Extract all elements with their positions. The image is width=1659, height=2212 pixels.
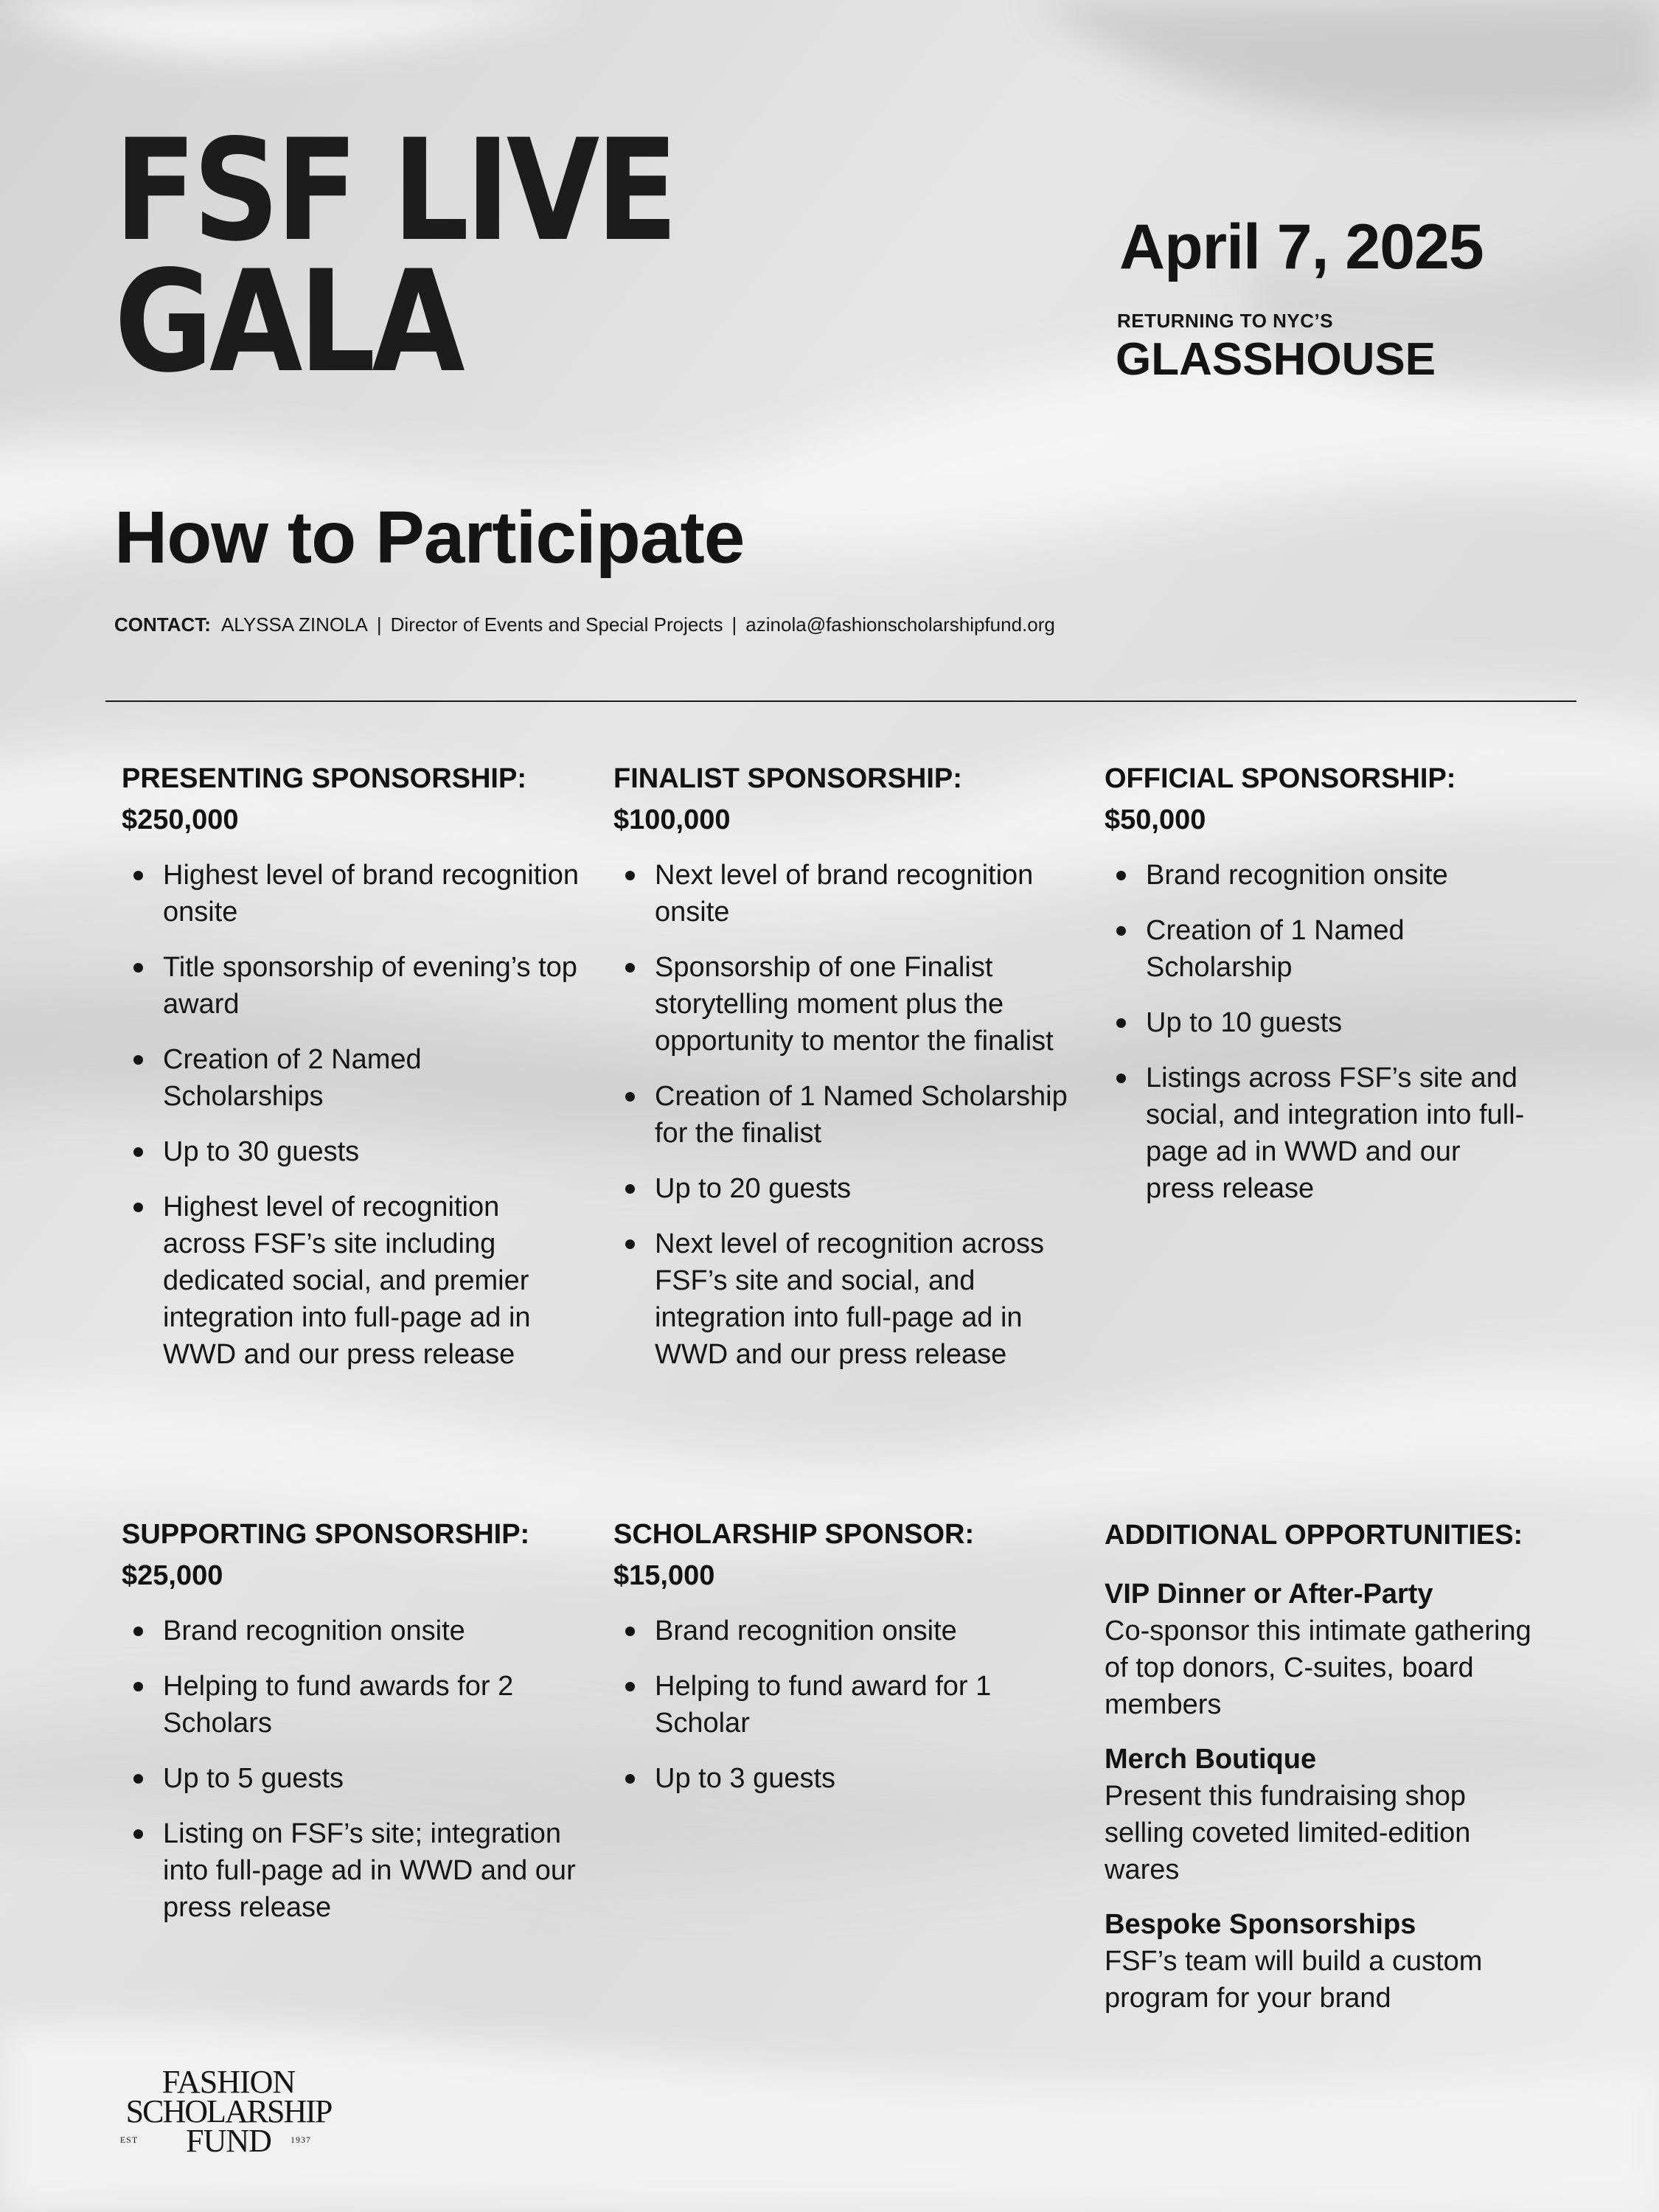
benefit-item: Brand recognition onsite bbox=[613, 1613, 1071, 1649]
additional-opportunities bbox=[1105, 1514, 1532, 2034]
svg-text:1937: 1937 bbox=[291, 2135, 311, 2145]
benefit-item: Highest level of recognition across FSF’s site including dedicated social, and premier integration into full-page ad in WWD and our press release bbox=[122, 1189, 579, 1373]
benefit-item: Helping to fund awards for 2 Scholars bbox=[122, 1668, 579, 1742]
event-date: April 7, 2025 bbox=[1119, 212, 1484, 282]
tier-name: SUPPORTING SPONSORSHIP: bbox=[122, 1519, 530, 1550]
svg-text:FUND: FUND bbox=[186, 2123, 271, 2159]
benefit-item: Helping to fund award for 1 Scholar bbox=[613, 1668, 1071, 1742]
opportunity-desc: FSF’s team will build a custom program for your brand bbox=[1105, 1946, 1483, 2014]
svg-text:SCHOLARSHIP: SCHOLARSHIP bbox=[125, 2093, 332, 2129]
tier-finalist bbox=[613, 758, 1071, 1391]
tier-name: FINALIST SPONSORSHIP: bbox=[613, 763, 962, 794]
benefit-item: Up to 30 guests bbox=[122, 1133, 579, 1170]
venue-subtitle: RETURNING TO NYC’S bbox=[1117, 310, 1334, 332]
opportunity-desc: Present this fundraising shop selling coveted limited-edition wares bbox=[1105, 1781, 1471, 1885]
benefit-item: Up to 5 guests bbox=[122, 1760, 579, 1797]
contact-role: Director of Events and Special Projects bbox=[390, 613, 723, 636]
benefit-item: Brand recognition onsite bbox=[1105, 857, 1532, 894]
venue-name: GLASSHOUSE bbox=[1116, 334, 1436, 385]
additional-heading: ADDITIONAL OPPORTUNITIES: bbox=[1105, 1520, 1523, 1551]
tier-price: $15,000 bbox=[613, 1560, 715, 1591]
contact-separator: | bbox=[731, 613, 737, 636]
tier-name: SCHOLARSHIP SPONSOR: bbox=[613, 1519, 975, 1550]
benefit-list bbox=[613, 857, 1071, 1373]
benefit-item: Listing on FSF’s site; integration into full-page ad in WWD and our press release bbox=[122, 1815, 579, 1926]
opportunity-name: VIP Dinner or After-Party bbox=[1105, 1579, 1433, 1610]
contact-line bbox=[114, 613, 1055, 636]
section-title: How to Participate bbox=[114, 496, 745, 579]
contact-label: CONTACT: bbox=[114, 613, 211, 636]
opportunity-name: Merch Boutique bbox=[1105, 1744, 1317, 1775]
tier-price: $25,000 bbox=[122, 1560, 223, 1591]
opportunity-name: Bespoke Sponsorships bbox=[1105, 1909, 1416, 1940]
benefit-item: Up to 10 guests bbox=[1105, 1004, 1532, 1041]
benefit-item: Next level of brand recognition onsite bbox=[613, 857, 1071, 931]
benefit-item: Next level of recognition across FSF’s site and social, and integration into full-page ad in WWD and our press release bbox=[613, 1225, 1071, 1373]
benefit-list bbox=[613, 1613, 1071, 1797]
tier-price: $250,000 bbox=[122, 804, 239, 835]
opportunity-item bbox=[1105, 1741, 1532, 1888]
benefit-item: Up to 3 guests bbox=[613, 1760, 1071, 1797]
benefit-item: Up to 20 guests bbox=[613, 1170, 1071, 1207]
benefit-item: Creation of 2 Named Scholarships bbox=[122, 1041, 579, 1115]
benefit-list bbox=[1105, 857, 1532, 1207]
tier-name: PRESENTING SPONSORSHIP: bbox=[122, 763, 526, 794]
contact-email[interactable]: azinola@fashionscholarshipfund.org bbox=[745, 613, 1055, 636]
fsf-logo bbox=[96, 2063, 361, 2166]
tier-supporting bbox=[122, 1514, 579, 1944]
tier-presenting bbox=[122, 758, 579, 1391]
benefit-item: Highest level of brand recognition onsite bbox=[122, 857, 579, 931]
benefit-item: Brand recognition onsite bbox=[122, 1613, 579, 1649]
benefit-item: Title sponsorship of evening’s top award bbox=[122, 949, 579, 1023]
benefit-list bbox=[122, 1613, 579, 1926]
tier-scholarship bbox=[613, 1514, 1071, 1815]
contact-separator: | bbox=[376, 613, 382, 636]
benefit-item: Creation of 1 Named Scholarship bbox=[1105, 912, 1532, 986]
contact-name: ALYSSA ZINOLA bbox=[220, 613, 368, 636]
tier-official bbox=[1105, 758, 1532, 1225]
svg-text:FASHION: FASHION bbox=[161, 2064, 296, 2100]
benefit-list bbox=[122, 857, 579, 1373]
benefit-item: Sponsorship of one Finalist storytelling moment plus the opportunity to mentor the finalist bbox=[613, 949, 1071, 1060]
tier-price: $50,000 bbox=[1105, 804, 1206, 835]
svg-text:EST: EST bbox=[119, 2135, 139, 2145]
tier-price: $100,000 bbox=[613, 804, 731, 835]
benefit-item: Creation of 1 Named Scholarship for the finalist bbox=[613, 1078, 1071, 1152]
opportunity-item bbox=[1105, 1576, 1532, 1723]
opportunity-item bbox=[1105, 1906, 1532, 2017]
divider bbox=[105, 700, 1576, 702]
opportunity-desc: Co-sponsor this intimate gathering of top donors, C-suites, board members bbox=[1105, 1615, 1531, 1720]
tier-name: OFFICIAL SPONSORSHIP: bbox=[1105, 763, 1456, 794]
event-title: FSF LIVE GALA bbox=[114, 109, 675, 403]
benefit-item: Listings across FSF’s site and social, and integration into full-page ad in WWD and our press release bbox=[1105, 1060, 1532, 1207]
